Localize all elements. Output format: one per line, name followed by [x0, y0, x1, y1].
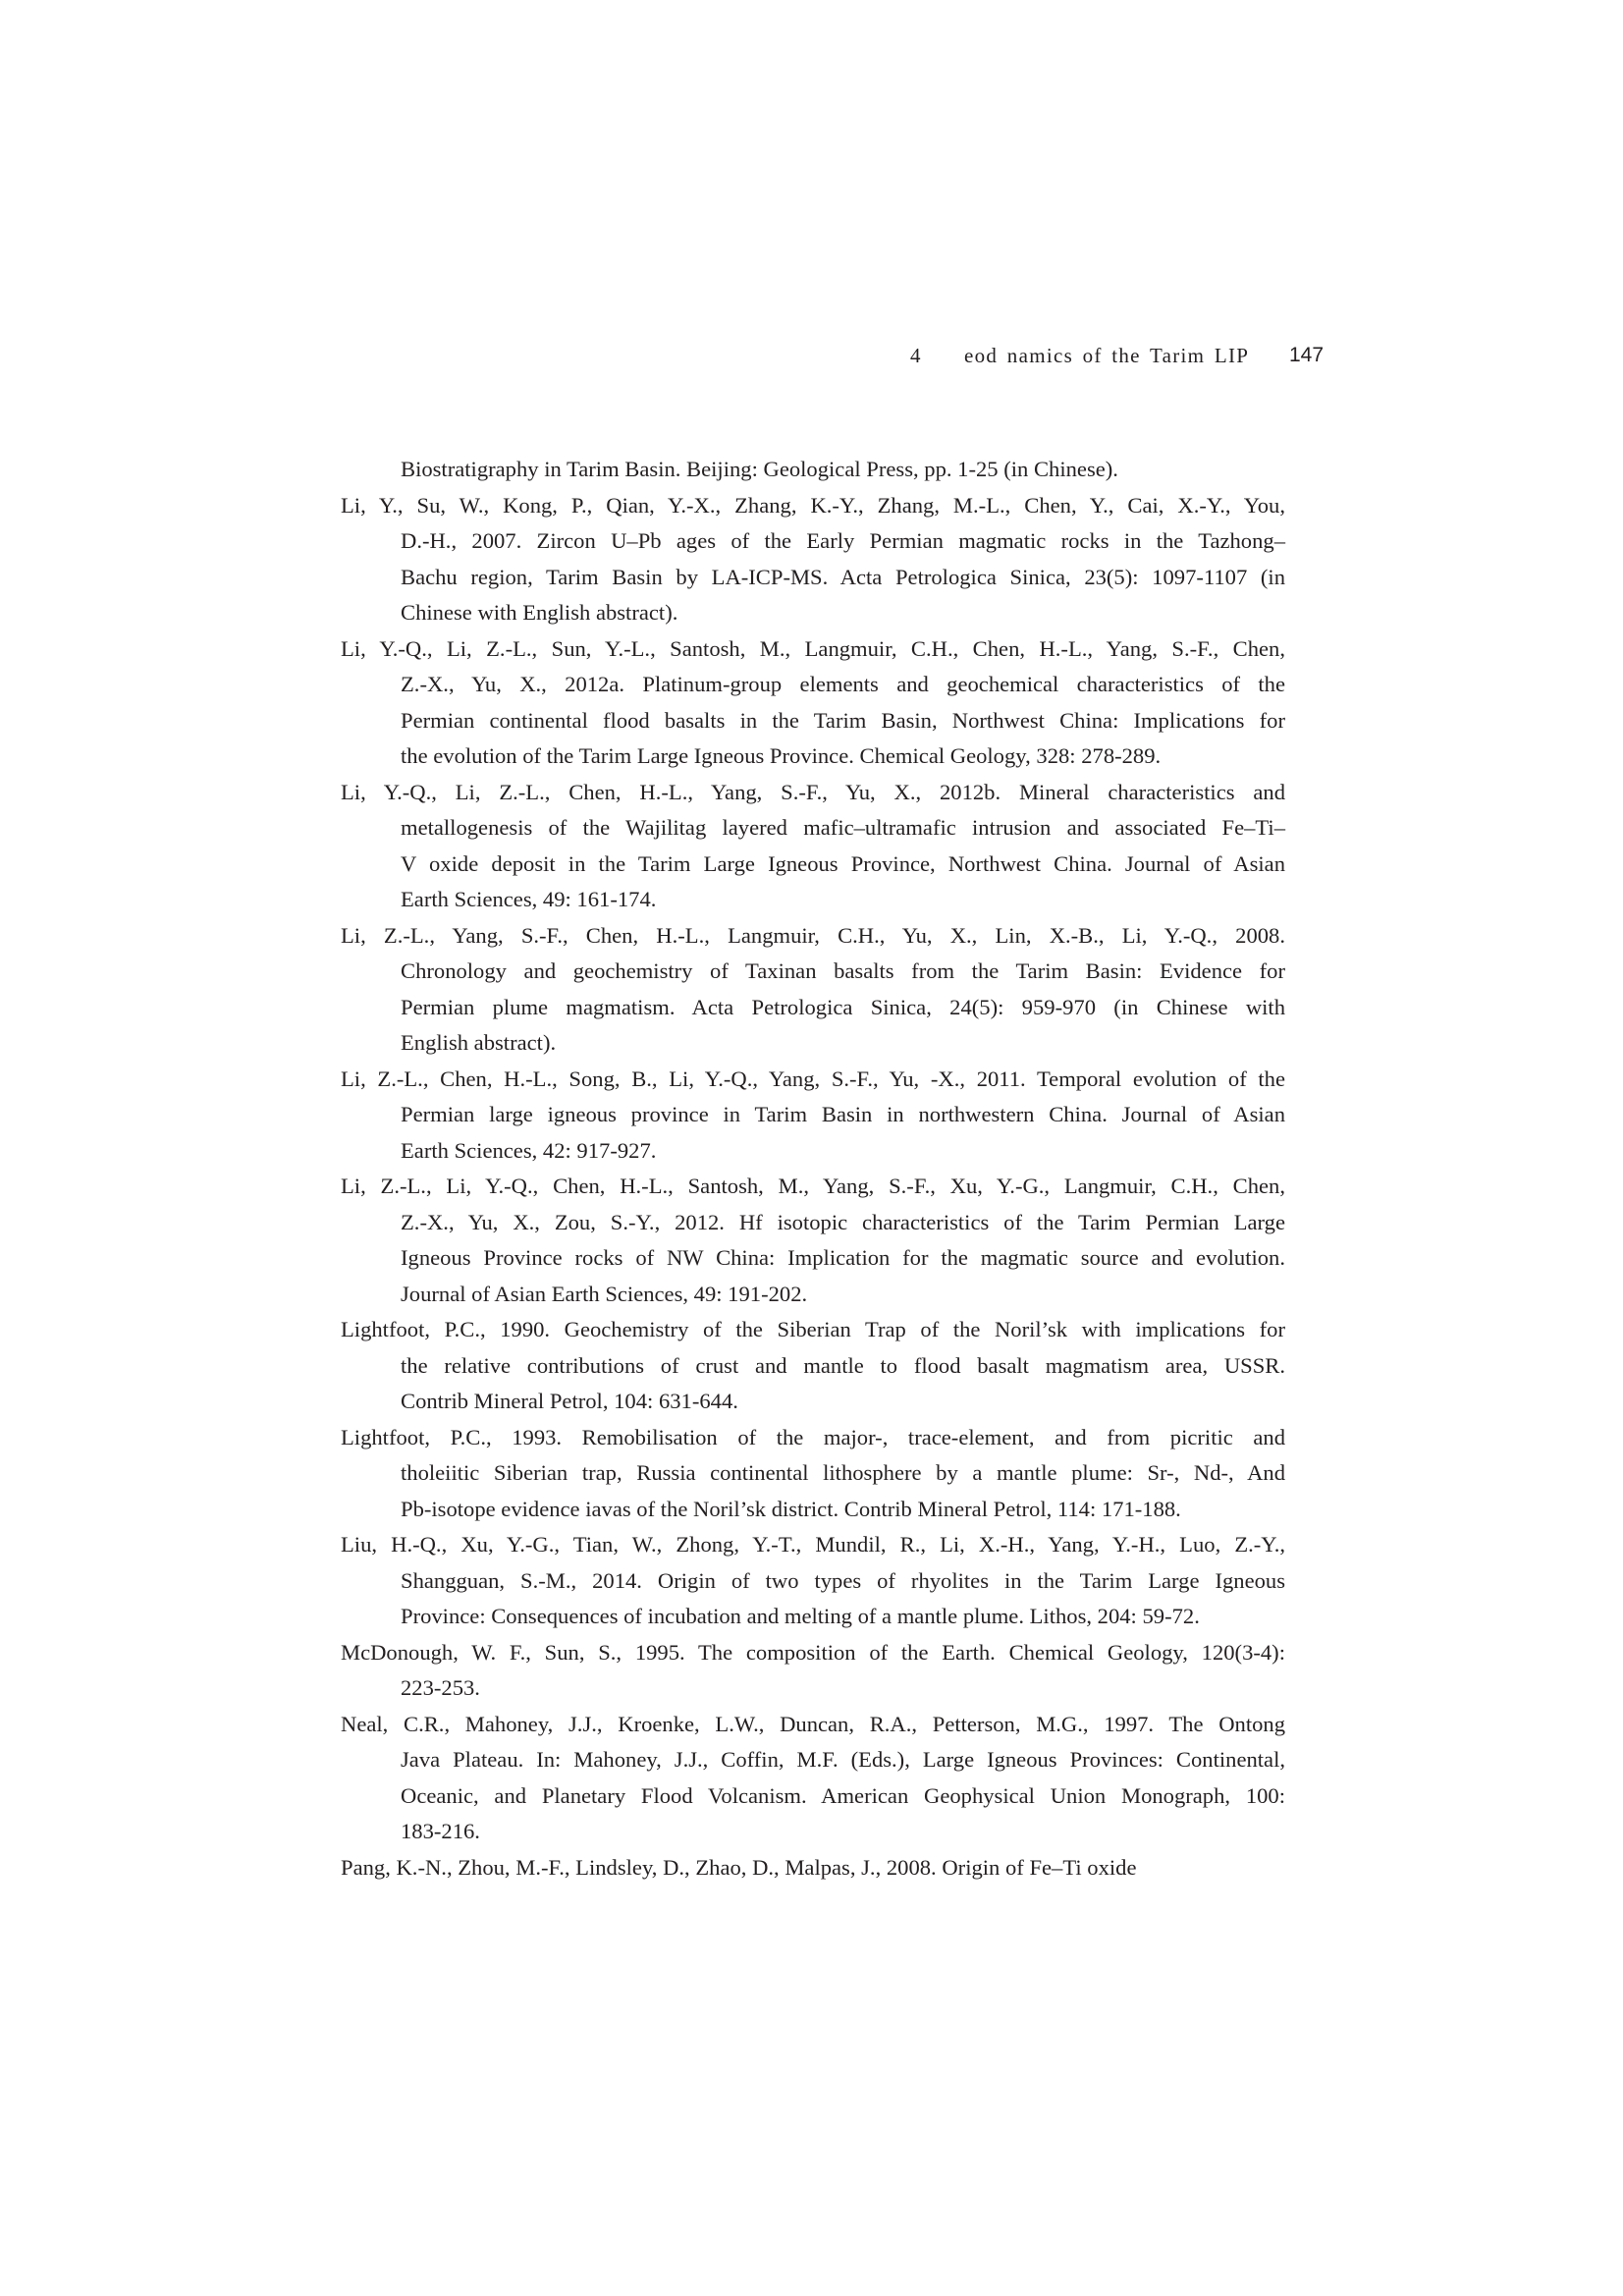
- reference-line: 183-216.: [401, 1819, 480, 1843]
- chapter-title: eod namics of the Tarim LIP: [964, 344, 1250, 367]
- reference-line: 223-253.: [401, 1675, 480, 1700]
- reference-line: Igneous Province rocks of NW China: Implication for the magmatic source and evolution.: [401, 1245, 1285, 1270]
- reference-line: Z.-X., Yu, X., Zou, S.-Y., 2012. Hf isotopic characteristics of the Tarim Permian Large: [401, 1209, 1285, 1234]
- reference-first-line: Neal, C.R., Mahoney, J.J., Kroenke, L.W., Duncan, R.A., Petterson, M.G., 1997. The Ontong: [341, 1711, 1285, 1736]
- reference-continuation: [341, 452, 1285, 488]
- reference-line: Permian continental flood basalts in the Tarim Basin, Northwest China: Implications for: [401, 707, 1285, 733]
- reference-line: Permian large igneous province in Tarim Basin in northwestern China. Journal of Asian: [401, 1102, 1285, 1126]
- reference-line: Pb-isotope evidence iavas of the Noril’sk district. Contrib Mineral Petrol, 114: 171-188.: [401, 1496, 1181, 1521]
- reference-line: Bachu region, Tarim Basin by LA-ICP-MS. Acta Petrologica Sinica, 23(5): 1097-1107 (in: [401, 564, 1285, 589]
- reference-first-line: Li, Z.-L., Yang, S.-F., Chen, H.-L., Langmuir, C.H., Yu, X., Lin, X.-B., Li, Y.-Q., 2008.: [341, 922, 1285, 948]
- reference-first-line: McDonough, W. F., Sun, S., 1995. The composition of the Earth. Chemical Geology, 120(3-4):: [341, 1639, 1285, 1665]
- reference-list: [341, 452, 1285, 1886]
- reference-first-line: Liu, H.-Q., Xu, Y.-G., Tian, W., Zhong, Y.-T., Mundil, R., Li, X.-H., Yang, Y.-H., Luo, Z.-Y.,: [341, 1532, 1285, 1557]
- reference-line: tholeiitic Siberian trap, Russia continental lithosphere by a mantle plume: Sr-, Nd-, And: [401, 1460, 1285, 1485]
- reference-line: Province: Consequences of incubation and melting of a mantle plume. Lithos, 204: 59-72.: [401, 1604, 1200, 1628]
- reference-line: Biostratigraphy in Tarim Basin. Beijing: Geological Press, pp. 1-25 (in Chinese).: [401, 457, 1118, 481]
- reference-line: Oceanic, and Planetary Flood Volcanism. American Geophysical Union Monograph, 100:: [401, 1782, 1285, 1808]
- reference-line: Java Plateau. In: Mahoney, J.J., Coffin, M.F. (Eds.), Large Igneous Provinces: Continental,: [401, 1747, 1285, 1772]
- reference-entry: [341, 1527, 1285, 1635]
- reference-first-line: Li, Z.-L., Li, Y.-Q., Chen, H.-L., Santosh, M., Yang, S.-F., Xu, Y.-G., Langmuir, C.H., Chen,: [341, 1174, 1285, 1198]
- reference-line: metallogenesis of the Wajilitag layered mafic–ultramafic intrusion and associated Fe–Ti–: [401, 815, 1285, 840]
- reference-first-line: Pang, K.-N., Zhou, M.-F., Lindsley, D., Zhao, D., Malpas, J., 2008. Origin of Fe–Ti oxide: [341, 1854, 1137, 1880]
- reference-line: Journal of Asian Earth Sciences, 49: 191-202.: [401, 1281, 808, 1306]
- reference-line: Chinese with English abstract).: [401, 600, 678, 625]
- reference-line: Shangguan, S.-M., 2014. Origin of two types of rhyolites in the Tarim Large Igneous: [401, 1567, 1285, 1593]
- reference-entry: [341, 918, 1285, 1062]
- reference-first-line: Lightfoot, P.C., 1990. Geochemistry of the Siberian Trap of the Noril’sk with implications for: [341, 1317, 1285, 1341]
- reference-first-line: Li, Y.-Q., Li, Z.-L., Chen, H.-L., Yang, S.-F., Yu, X., 2012b. Mineral characteristics and: [341, 779, 1285, 804]
- reference-first-line: Li, Y., Su, W., Kong, P., Qian, Y.-X., Zhang, K.-Y., Zhang, M.-L., Chen, Y., Cai, X.-Y., You,: [341, 492, 1285, 518]
- reference-line: Permian plume magmatism. Acta Petrologica Sinica, 24(5): 959-970 (in Chinese with: [401, 994, 1285, 1019]
- reference-entry: [341, 488, 1285, 631]
- reference-first-line: Lightfoot, P.C., 1993. Remobilisation of the major-, trace-element, and from picritic and: [341, 1424, 1285, 1449]
- reference-entry: [341, 1707, 1285, 1850]
- reference-entry: [341, 1169, 1285, 1312]
- reference-entry: [341, 1062, 1285, 1170]
- reference-line: D.-H., 2007. Zircon U–Pb ages of the Early Permian magmatic rocks in the Tazhong–: [401, 528, 1285, 553]
- reference-entry: [341, 775, 1285, 918]
- reference-line: the evolution of the Tarim Large Igneous Province. Chemical Geology, 328: 278-289.: [401, 743, 1162, 768]
- reference-line: Earth Sciences, 49: 161-174.: [401, 887, 657, 911]
- reference-line: Chronology and geochemistry of Taxinan basalts from the Tarim Basin: Evidence for: [401, 958, 1285, 983]
- reference-entry: [341, 1420, 1285, 1528]
- reference-line: Contrib Mineral Petrol, 104: 631-644.: [401, 1389, 738, 1413]
- reference-entry: [341, 1850, 1285, 1886]
- reference-entry: [341, 1635, 1285, 1707]
- chapter-number: 4: [910, 344, 921, 367]
- reference-line: Z.-X., Yu, X., 2012a. Platinum-group elements and geochemical characteristics of the: [401, 672, 1285, 696]
- reference-line: Earth Sciences, 42: 917-927.: [401, 1137, 657, 1163]
- reference-entry: [341, 631, 1285, 775]
- reference-first-line: Li, Z.-L., Chen, H.-L., Song, B., Li, Y.-Q., Yang, S.-F., Yu, -X., 2011. Temporal evolution of the: [341, 1066, 1285, 1091]
- reference-line: English abstract).: [401, 1030, 557, 1055]
- reference-first-line: Li, Y.-Q., Li, Z.-L., Sun, Y.-L., Santosh, M., Langmuir, C.H., Chen, H.-L., Yang, S.-F., Chen,: [341, 635, 1285, 661]
- reference-line: V oxide deposit in the Tarim Large Igneous Province, Northwest China. Journal of Asian: [401, 850, 1285, 876]
- reference-entry: [341, 1312, 1285, 1420]
- reference-line: the relative contributions of crust and mantle to flood basalt magmatism area, USSR.: [401, 1352, 1285, 1378]
- page-number: 147: [1289, 344, 1325, 366]
- running-header: [0, 340, 1623, 371]
